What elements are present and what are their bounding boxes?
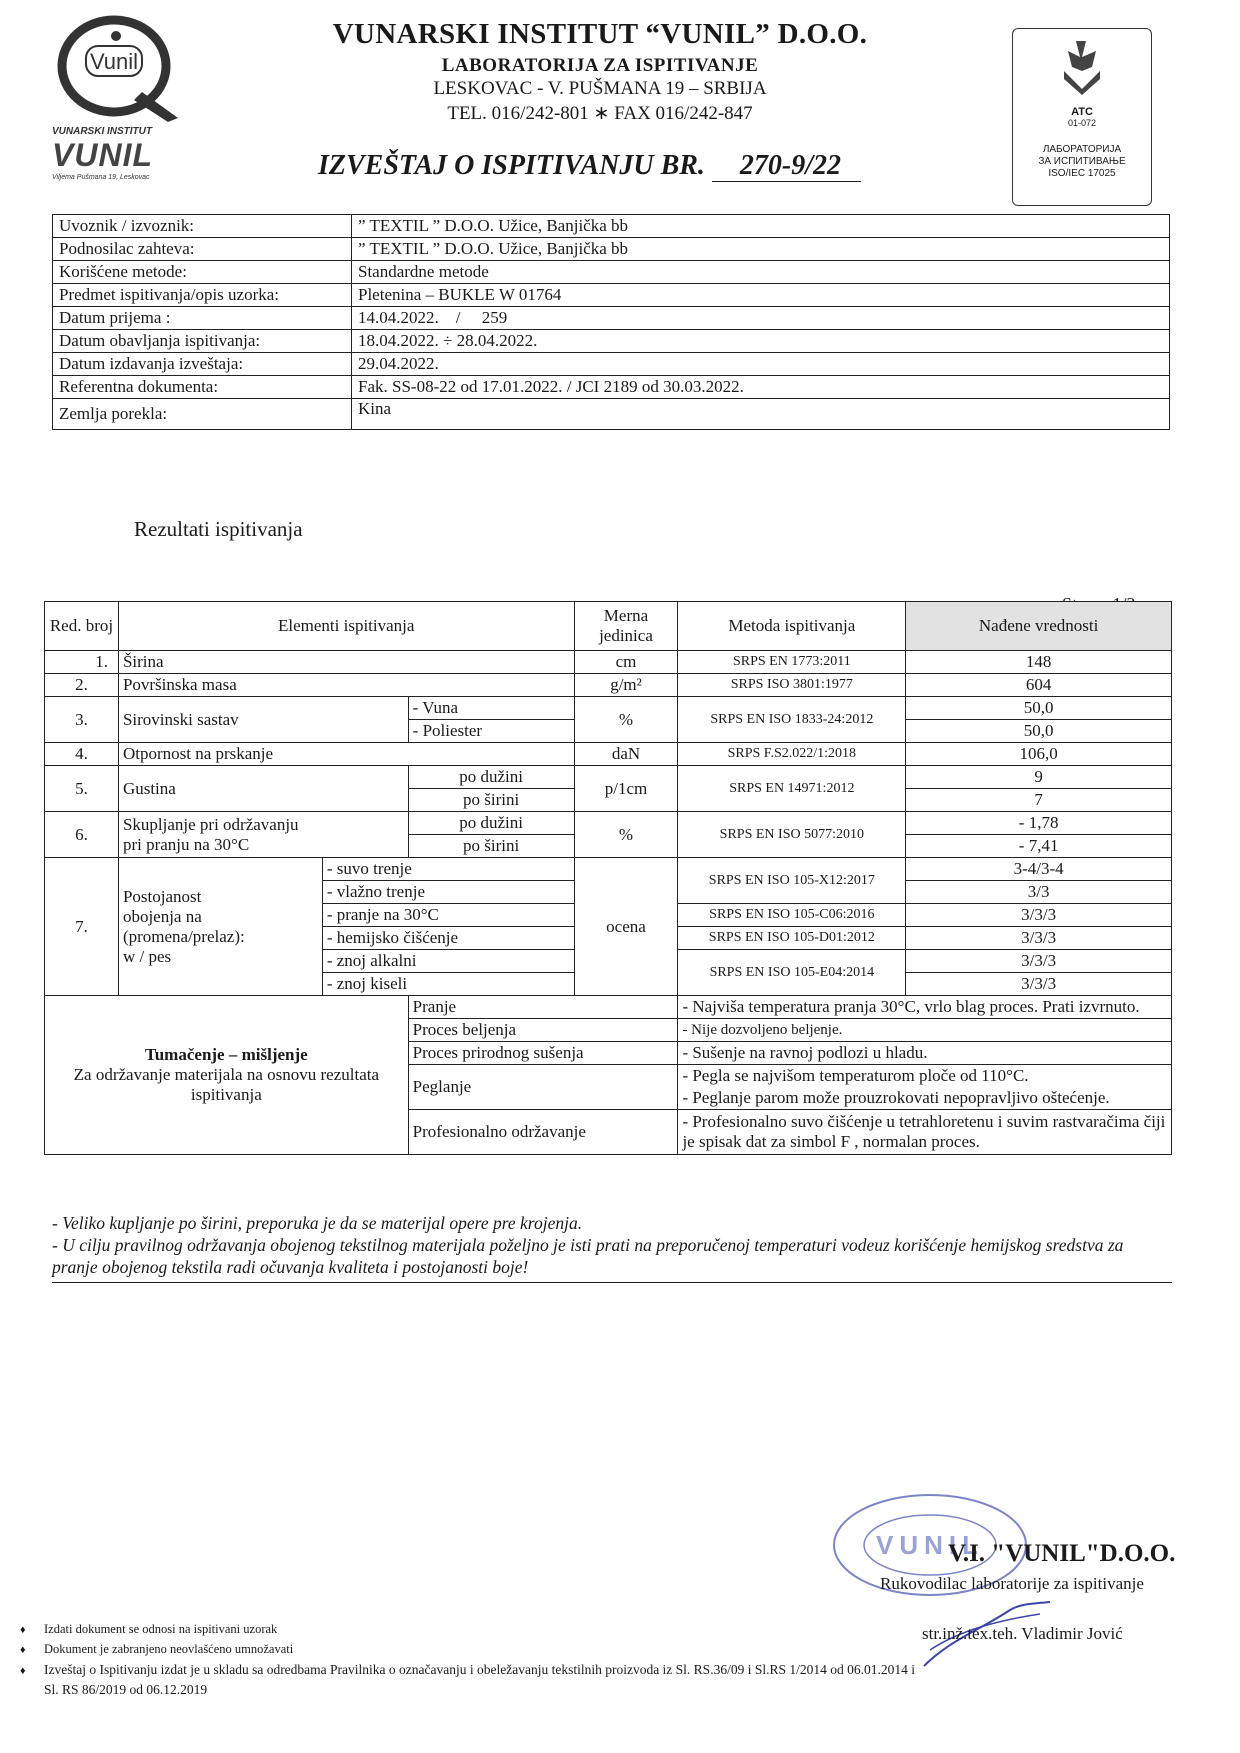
info-value: 29.04.2022. — [352, 353, 1170, 376]
logo-address: Viljema Pušmana 19, Leskovac — [52, 174, 150, 181]
row-value: 3/3 — [906, 881, 1172, 904]
interpretation-title-cell — [45, 996, 409, 1155]
lab-address: LESKOVAC - V. PUŠMANA 19 – SRBIJA — [433, 78, 767, 99]
signature-role: Rukovodilac laboratorije za ispitivanje — [880, 1574, 1144, 1593]
row-value: 50,0 — [906, 720, 1172, 743]
info-label: Korišćene metode: — [53, 261, 352, 284]
interpretation-key: Peglanje — [408, 1065, 678, 1110]
atc-lab-line: ЛАБОРАТОРИЈА — [1042, 144, 1122, 155]
table-row — [45, 766, 1172, 789]
report-number: 270-9/22 — [712, 150, 861, 182]
info-row — [53, 238, 1170, 261]
info-row — [53, 376, 1170, 399]
row-no: 5. — [45, 766, 119, 812]
atc-icon — [1052, 37, 1112, 97]
report-title-text: IZVEŠTAJ O ISPITIVANJU BR. — [318, 150, 705, 181]
row-value: - 1,78 — [906, 812, 1172, 835]
logo-inner-text: Vunil — [89, 49, 139, 74]
row-name: Širina — [118, 651, 574, 674]
info-label: Zemlja porekla: — [53, 399, 352, 430]
row-sub: - pranje na 30°C — [322, 904, 574, 927]
footer-text: Dokument je zabranjeno neovlašćeno umnožavati — [44, 1642, 294, 1656]
row-name-line: pri pranju na 30°C — [122, 834, 250, 854]
row-name: Gustina — [118, 766, 408, 812]
row-value: 3/3/3 — [906, 927, 1172, 950]
interpretation-value: - Najviša temperatura pranja 30°C, vrlo blag proces. Prati izvrnuto. — [678, 996, 1172, 1019]
row-name-line: w / pes — [122, 946, 172, 966]
row-name-line: (promena/prelaz): — [122, 926, 245, 946]
row-method: SRPS EN ISO 105-D01:2012 — [678, 927, 906, 950]
bullet-icon: ♦ — [20, 1644, 26, 1656]
table-row — [45, 674, 1172, 697]
info-row — [53, 307, 1170, 330]
interpretation-value: - Peglanje parom može prouzrokovati nepopravljivo oštećenje. — [678, 1087, 1172, 1110]
row-sub: po dužini — [408, 766, 574, 789]
info-row — [53, 399, 1170, 430]
row-sub: po dužini — [408, 812, 574, 835]
row-unit: p/1cm — [574, 766, 678, 812]
row-sub: - znoj kiseli — [322, 973, 574, 996]
info-row — [53, 330, 1170, 353]
row-value: 3-4/3-4 — [906, 858, 1172, 881]
row-method: SRPS EN ISO 105-C06:2016 — [678, 904, 906, 927]
row-no: 1. — [45, 651, 119, 674]
row-unit: ocena — [574, 858, 678, 996]
logo-brand: VUNIL — [52, 137, 153, 173]
info-row — [53, 353, 1170, 376]
notes — [52, 1212, 1172, 1283]
row-value: 7 — [906, 789, 1172, 812]
results-heading: Rezultati ispitivanja — [134, 517, 303, 541]
bullet-icon: ♦ — [20, 1665, 26, 1677]
row-method: SRPS EN 14971:2012 — [678, 766, 906, 812]
row-method: SRPS F.S2.022/1:2018 — [678, 743, 906, 766]
row-name-line: Postojanost — [122, 886, 202, 906]
row-name-line: obojenja na — [122, 906, 202, 926]
row-name: Otpornost na prskanje — [118, 743, 574, 766]
footer-line: Sl. RS 86/2019 od 06.12.2019 — [44, 1682, 208, 1697]
info-value: 14.04.2022. / 259 — [352, 307, 1170, 330]
interpretation-key: Proces beljenja — [408, 1019, 678, 1042]
row-method: SRPS ISO 3801:1977 — [678, 674, 906, 697]
row-unit: daN — [574, 743, 678, 766]
row-method: SRPS EN ISO 105-X12:2017 — [678, 858, 906, 904]
footer-text: Izveštaj o Ispitivanju izdat je u skladu sa odredbama Pravilnika o označavanju i obeležavanju tekstilnih proizvoda iz Sl. RS.36/09 i Sl.RS 1/2014 od 06.01.2014 i — [44, 1662, 915, 1677]
header-unit: Merna jedinica — [574, 602, 678, 651]
row-no: 4. — [45, 743, 119, 766]
row-name — [118, 812, 408, 858]
footer-line — [20, 1662, 915, 1678]
bullet-icon: ♦ — [20, 1624, 26, 1636]
atc-lab-text — [1013, 144, 1151, 180]
row-unit: % — [574, 697, 678, 743]
row-sub: - Poliester — [408, 720, 574, 743]
svg-text:VUNIL: VUNIL — [876, 1530, 984, 1560]
row-sub: - Vuna — [408, 697, 574, 720]
table-row — [45, 743, 1172, 766]
row-sub: po širini — [408, 789, 574, 812]
interpretation-title: Tumačenje – mišljenje — [144, 1045, 308, 1064]
row-method: SRPS EN 1773:2011 — [678, 651, 906, 674]
row-no: 6. — [45, 812, 119, 858]
row-unit: g/m² — [574, 674, 678, 697]
row-value: 3/3/3 — [906, 904, 1172, 927]
info-value: Fak. SS-08-22 od 17.01.2022. / JCI 2189 od 30.03.2022. — [352, 376, 1170, 399]
row-sub: - hemijsko čišćenje — [322, 927, 574, 950]
interpretation-value: - Profesionalno suvo čišćenje u tetrahloretenu i suvim rastvaračima čiji je spisak dat za simbol F , normalan proces. — [678, 1110, 1172, 1155]
interpretation-row — [45, 996, 1172, 1019]
row-no: 3. — [45, 697, 119, 743]
info-label: Podnosilac zahteva: — [53, 238, 352, 261]
row-value: 9 — [906, 766, 1172, 789]
table-header-row — [45, 602, 1172, 651]
info-value: 18.04.2022. ÷ 28.04.2022. — [352, 330, 1170, 353]
info-value: Pletenina – BUKLE W 01764 — [352, 284, 1170, 307]
info-value: ” TEXTIL ” D.O.O. Užice, Banjička bb — [352, 238, 1170, 261]
table-row — [45, 651, 1172, 674]
header-values: Nađene vrednosti — [906, 602, 1172, 651]
row-value: 3/3/3 — [906, 950, 1172, 973]
report-info-table — [52, 214, 1170, 430]
row-sub: - suvo trenje — [322, 858, 574, 881]
row-value: 3/3/3 — [906, 973, 1172, 996]
table-row — [45, 858, 1172, 881]
table-row — [45, 697, 1172, 720]
interpretation-value: - Pegla se najvišom temperaturom ploče od 110°C. — [678, 1065, 1172, 1088]
info-label: Predmet ispitivanja/opis uzorka: — [53, 284, 352, 307]
row-value: 148 — [906, 651, 1172, 674]
row-method: SRPS EN ISO 1833-24:2012 — [678, 697, 906, 743]
info-label: Uvoznik / izvoznik: — [53, 215, 352, 238]
row-sub: po širini — [408, 835, 574, 858]
info-value: Kina — [352, 399, 1170, 430]
row-method: SRPS EN ISO 5077:2010 — [678, 812, 906, 858]
row-value: 50,0 — [906, 697, 1172, 720]
row-unit: cm — [574, 651, 678, 674]
signature-name: str.inž.tex.teh. Vladimir Jović — [922, 1624, 1123, 1643]
header-method: Metoda ispitivanja — [678, 602, 906, 651]
row-value: - 7,41 — [906, 835, 1172, 858]
note-line: - U cilju pravilnog održavanja obojenog tekstilnog materijala poželjno je isti prati na preporučenoj temperaturi vodeuz korišćenje hemijskog sredstva za pranje obojenog tekstila radi očuvanja kvaliteta i postojanosti boje! — [52, 1235, 1124, 1277]
row-name — [118, 858, 322, 996]
interpretation-value: - Nije dozvoljeno beljenje. — [678, 1019, 1172, 1042]
info-label: Referentna dokumenta: — [53, 376, 352, 399]
row-value: 106,0 — [906, 743, 1172, 766]
row-value: 604 — [906, 674, 1172, 697]
atc-number: 01-072 — [1067, 118, 1097, 128]
row-no: 7. — [45, 858, 119, 996]
row-no: 2. — [45, 674, 119, 697]
atc-code: ATC — [1071, 106, 1093, 118]
report-title — [318, 150, 861, 182]
logo-subtitle: VUNARSKI INSTITUT — [52, 126, 152, 137]
row-sub: - vlažno trenje — [322, 881, 574, 904]
info-row — [53, 261, 1170, 284]
info-row — [53, 284, 1170, 307]
info-value: Standardne metode — [352, 261, 1170, 284]
info-row — [53, 215, 1170, 238]
info-label: Datum obavljanja ispitivanja: — [53, 330, 352, 353]
interpretation-key: Pranje — [408, 996, 678, 1019]
lab-name: LABORATORIJA ZA ISPITIVANJE — [441, 55, 759, 76]
header-no: Red. broj — [45, 602, 119, 651]
institute-name: VUNARSKI INSTITUT “VUNIL” D.O.O. — [332, 18, 868, 50]
footer-text: Izdati dokument se odnosi na ispitivani uzorak — [44, 1622, 278, 1636]
footer-line — [20, 1642, 293, 1657]
table-row — [45, 812, 1172, 835]
row-sub: - znoj alkalni — [322, 950, 574, 973]
interpretation-key: Proces prirodnog sušenja — [408, 1042, 678, 1065]
interpretation-value: - Sušenje na ravnoj podlozi u hladu. — [678, 1042, 1172, 1065]
info-value: ” TEXTIL ” D.O.O. Užice, Banjička bb — [352, 215, 1170, 238]
signature-company: V.I. "VUNIL"D.O.O. — [948, 1540, 1176, 1567]
atc-lab-line: ЗА ИСПИТИВАЊЕ — [1038, 156, 1126, 167]
row-name-line: Skupljanje pri održavanju — [122, 814, 299, 834]
row-name: Površinska masa — [118, 674, 574, 697]
info-label: Datum prijema : — [53, 307, 352, 330]
interpretation-key: Profesionalno održavanje — [408, 1110, 678, 1155]
accreditation-badge — [1012, 28, 1152, 206]
results-table — [44, 601, 1172, 1155]
note-line: - Veliko kupljanje po širini, preporuka je da se materijal opere pre krojenja. — [52, 1213, 583, 1233]
interpretation-subtitle: Za održavanje materijala na osnovu rezultata ispitivanja — [73, 1065, 380, 1104]
footer-line — [20, 1622, 277, 1637]
row-name: Sirovinski sastav — [118, 697, 408, 743]
info-label: Datum izdavanja izveštaja: — [53, 353, 352, 376]
atc-lab-line: ISO/IEC 17025 — [1048, 168, 1116, 179]
row-method: SRPS EN ISO 105-E04:2014 — [678, 950, 906, 996]
vunil-logo — [50, 14, 190, 124]
header-elements: Elementi ispitivanja — [118, 602, 574, 651]
lab-phone: TEL. 016/242-801 ∗ FAX 016/242-847 — [447, 103, 753, 124]
row-unit: % — [574, 812, 678, 858]
